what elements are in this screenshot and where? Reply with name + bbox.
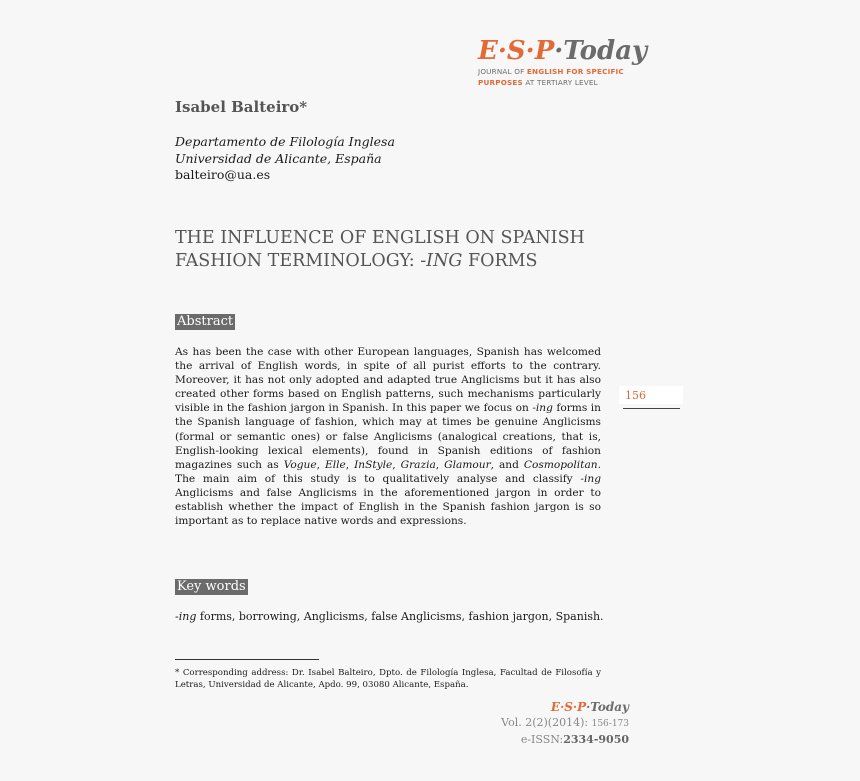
abstract-part: . The main aim of this study is to qualitatively analyse and classify [175, 458, 601, 485]
title-line-2b: ING [426, 251, 463, 271]
abstract-part: -ing [580, 472, 601, 485]
abstract-part: , [435, 458, 445, 471]
volume-label: Vol. 2(2)(2014): [501, 716, 592, 729]
keywords-text [175, 610, 604, 624]
logo-subtitle [478, 66, 638, 88]
issn-label: e-ISSN: [520, 733, 564, 746]
magazine-name: Cosmopolitan [523, 458, 598, 471]
abstract-part: forms in the Spanish language of fashion, which may at times be genuine Anglicisms (formal or semantic ones) or false Anglicisms (analogical creations, that is, English-looking lexical elements), found in Spanish editions of fashion magazines such as [175, 402, 601, 471]
abstract-part: Anglicisms and false Anglicisms in the aforementioned jargon in order to establish whether the impact of English in the Spanish fashion jargon is so important as to replace native words and expressions. [175, 486, 601, 528]
abstract-part: , and [490, 458, 524, 471]
footer-logo [501, 700, 629, 715]
keywords-rest: forms, borrowing, Anglicisms, false Anglicisms, fashion jargon, Spanish. [196, 610, 604, 623]
keyword-ing: -ing [175, 610, 197, 623]
logo-sub-2b: AT TERTIARY LEVEL [522, 78, 598, 87]
magazine-name: InStyle [354, 458, 393, 471]
abstract-part: , [316, 458, 325, 471]
abstract-part: , [392, 458, 401, 471]
title-line-1: THE INFLUENCE OF ENGLISH ON SPANISH [175, 228, 585, 248]
page-range: 156-173 [591, 719, 629, 729]
footnote: * Corresponding address: Dr. Isabel Balteiro, Dpto. de Filología Inglesa, Facultad de Filosofía y Letras, Universidad de Alicante, Apdo. 99, 03080 Alicante, España. [175, 668, 601, 690]
journal-footer [501, 700, 629, 747]
logo-sub-1b: ENGLISH FOR SPECIFIC [526, 67, 624, 76]
magazine-name: Glamour [444, 458, 491, 471]
title-line-2c: FORMS [462, 251, 538, 271]
logo-today: ·Today [554, 36, 648, 66]
logo-sub-1a: JOURNAL OF [478, 67, 527, 76]
author-email: balteiro@ua.es [175, 167, 271, 182]
abstract-text [175, 345, 601, 528]
logo-wordmark [478, 36, 648, 66]
paper-title [175, 227, 595, 273]
issn-info [501, 732, 629, 747]
footnote-rule [175, 659, 319, 660]
page-number-rule [623, 408, 680, 409]
abstract-part: , [345, 458, 355, 471]
issn-value: 2334-9050 [563, 733, 629, 746]
footer-logo-today: ·Today [586, 700, 629, 714]
abstract-heading: Abstract [177, 314, 234, 329]
author-name: Isabel Balteiro* [175, 98, 308, 116]
magazine-name: Elle [324, 458, 346, 471]
journal-logo [478, 36, 648, 88]
abstract-part: As has been the case with other European languages, Spanish has welcomed the arrival of English words, in spite of all purist efforts to the contrary. Moreover, it has not only adopted and adapted true Anglicisms but it has also created other forms based on English patterns, such mechanisms particularly visible in the fashion jargon in Spanish. In this paper we focus on [175, 346, 601, 415]
magazine-name: Grazia [400, 458, 436, 471]
logo-esp: E·S·P [478, 36, 555, 66]
magazine-name: Vogue [283, 458, 317, 471]
abstract-part: -ing [532, 402, 553, 415]
department: Departamento de Filología Inglesa [175, 134, 395, 149]
page-number: 156 [619, 386, 683, 404]
keywords-heading: Key words [177, 579, 246, 594]
volume-info [501, 715, 629, 732]
title-line-2a: FASHION TERMINOLOGY: - [175, 251, 427, 271]
footer-logo-esp: E·S·P [550, 700, 587, 714]
logo-sub-2a: PURPOSES [478, 78, 523, 87]
affiliation [175, 134, 395, 184]
university: Universidad de Alicante, España [175, 150, 382, 166]
